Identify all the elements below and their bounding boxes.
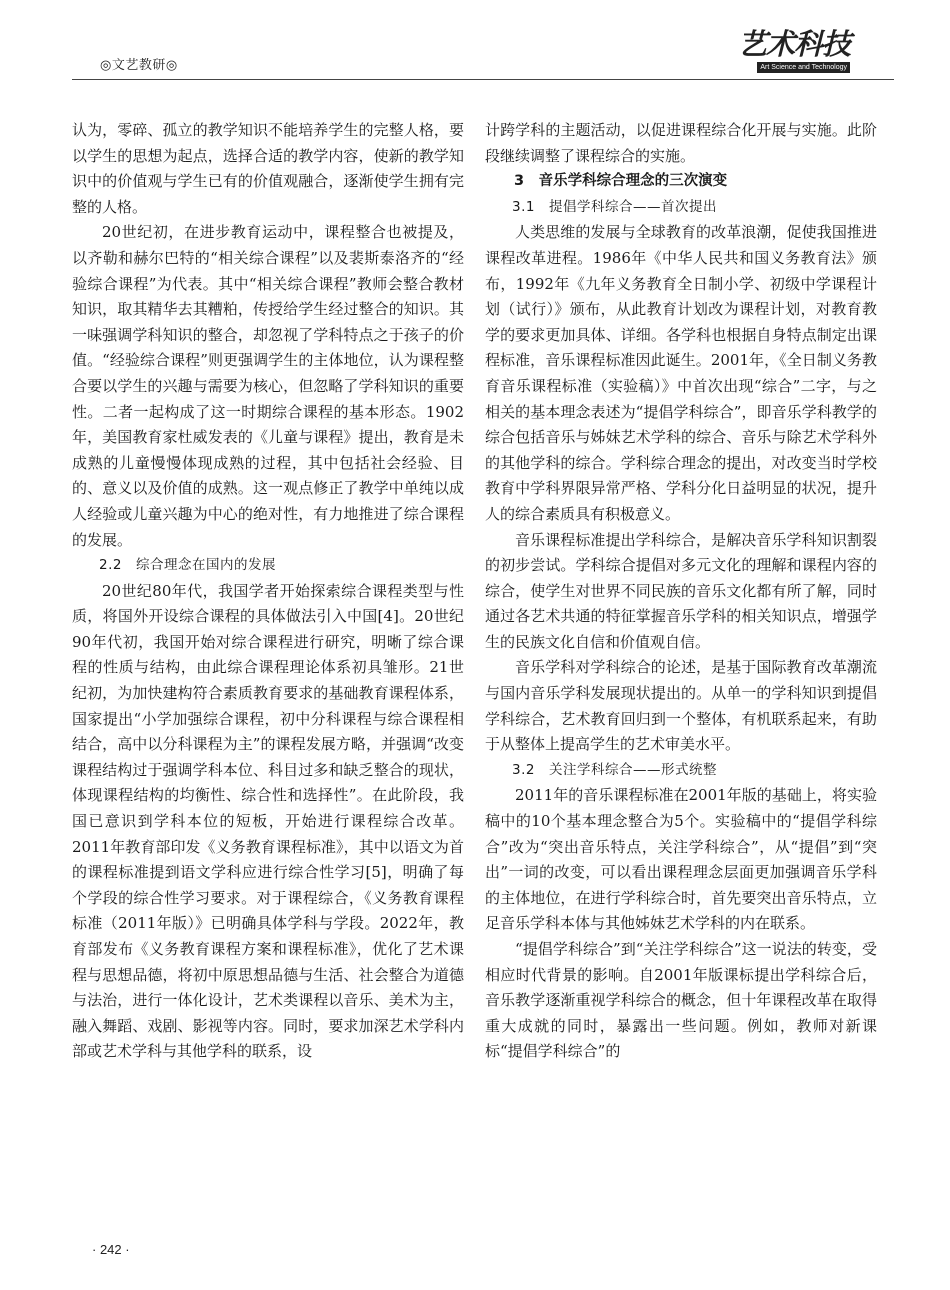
body-paragraph: 音乐学科对学科综合的论述，是基于国际教育改革潮流与国内音乐学科发展现状提出的。从单一的学科知识到提倡学科综合，艺术教育回归到一个整体，有机联系起来，有助于从整体上提高学生的艺术审美水平。 [485, 658, 877, 754]
header-divider [72, 79, 894, 80]
body-paragraph: 认为，零碎、孤立的教学知识不能培养学生的完整人格，要以学生的思想为起点，选择合适的教学内容，使新的教学知识中的价值观与学生已有的价值观融合，逐渐使学生拥有完整的人格。 [72, 121, 464, 216]
body-paragraph: 20世纪初，在进步教育运动中，课程整合也被提及，以齐勒和赫尔巴特的“相关综合课程”以及裴斯泰洛齐的“经验综合课程”为代表。其中“相关综合课程”教师会整合教材知识，取其精华去其糟粕，传授给学生经过整合的知识。其一味强调学科知识的整合，却忽视了学科特点之于孩子的价值。“经验综合课程”则更强调学生的主体地位，认为课程整合要以学生的兴趣与需要为核心，但忽略了学科知识的重要性。二者一起构成了这一时期综合课程的基本形态。1902年，美国教育家杜威发表的《儿童与课程》提出，教育是未成熟的儿童慢慢体现成熟的过程，其中包括社会经验、目的、意义以及价值的成熟。这一观点修正了教学中单纯以成人经验或儿童兴趣为中心的绝对性，有力地推进了综合课程的发展。 [72, 223, 464, 549]
body-paragraph: 20世纪80年代，我国学者开始探索综合课程类型与性质，将国外开设综合课程的具体做法引入中国[4]。20世纪90年代初，我国开始对综合课程进行研究，明晰了综合课程的性质与结构，由此综合课程理论体系初具雏形。21世纪初，为加快建构符合素质教育要求的基础教育课程体系，国家提出“小学加强综合课程，初中分科课程与综合课程相结合，高中以分科课程为主”的课程发展方略，并强调“改变课程结构过于强调学科本位、科目过多和缺乏整合的现状，体现课程结构的均衡性、综合性和选择性”。在此阶段，我国已意识到学科本位的短板，开始进行课程综合改革。2011年教育部印发《义务教育课程标准》，其中以语文为首的课程标准提到语文学科应进行综合性学习[5]，明确了每个学段的综合性学习要求。对于课程综合，《义务教育课程标准（2011年版）》已明确具体学科与学段。2022年，教育部发布《义务教育课程方案和课程标准》，优化了艺术课程与思想品德，将初中原思想品德与生活、社会整合为道德与法治，进行一体化设计，艺术类课程以音乐、美术为主，融入舞蹈、戏剧、影视等内容。同时，要求加深艺术学科内部或艺术学科与其他学科的联系，设 [72, 581, 464, 1061]
body-paragraph: “提倡学科综合”到“关注学科综合”这一说法的转变，受相应时代背景的影响。自2001年版课标提出学科综合后，音乐教学逐渐重视学科综合的概念，但十年课程改革在取得重大成就的同时，暴露出一些问题。例如，教师对新课标“提倡学科综合”的 [485, 940, 877, 1061]
subsection-heading: 2.2 综合理念在国内的发展 [99, 557, 276, 574]
section-heading: 3 音乐学科综合理念的三次演变 [514, 173, 728, 190]
body-paragraph: 2011年的音乐课程标准在2001年版的基础上，将实验稿中的10个基本理念整合为5个。实验稿中的“提倡学科综合”改为“突出音乐特点，关注学科综合”，从“提倡”到“突出”一词的改变，可以看出课程理念层面更加强调音乐学科的主体地位，在进行学科综合时，首先要突出音乐特点，立足音乐学科本体与其他姊妹艺术学科的内在联系。 [485, 786, 877, 933]
page-header [0, 0, 950, 80]
body-paragraph: 人类思维的发展与全球教育的改革浪潮，促使我国推进课程改革进程。1986年《中华人民共和国义务教育法》颁布，1992年《九年义务教育全日制小学、初级中学课程计划（试行）》颁布，从此教育计划改为课程计划，对教育教学的要求更加具体、详细。各学科也根据自身特点制定出课程标准，音乐课程标准因此诞生。2001年，《全日制义务教育音乐课程标准（实验稿）》中首次出现“综合”二字，与之相关的基本理念表述为“提倡学科综合”，即音乐学科教学的综合包括音乐与姊妹艺术学科的综合、音乐与除艺术学科外的其他学科的综合。学科综合理念的提出，对改变当时学校教育中学科界限异常严格、学科分化日益明显的状况，提升人的综合素质具有积极意义。 [485, 223, 877, 523]
subsection-heading: 3.1 提倡学科综合——首次提出 [512, 198, 717, 215]
body-paragraph: 音乐课程标准提出学科综合，是解决音乐学科知识割裂的初步尝试。学科综合提倡对多元文化的理解和课程内容的综合，使学生对世界不同民族的音乐文化都有所了解，同时通过各艺术共通的特征掌握音乐学科的相关知识点，增强学生的民族文化自信和价值观自信。 [485, 530, 877, 651]
left-column [72, 118, 464, 1065]
section-label: ◎文艺教研◎ [100, 58, 178, 73]
journal-logo [675, 22, 850, 72]
journal-logo-subtitle: Art Science and Technology [757, 62, 850, 73]
right-column [485, 118, 877, 1065]
journal-logo-title: 艺术科技 [737, 27, 850, 61]
subsection-heading: 3.2 关注学科综合——形式统整 [512, 761, 717, 778]
body-paragraph: 计跨学科的主题活动，以促进课程综合化开展与实施。此阶段继续调整了课程综合的实施。 [485, 121, 877, 165]
page-number: · 242 · [92, 1242, 130, 1257]
